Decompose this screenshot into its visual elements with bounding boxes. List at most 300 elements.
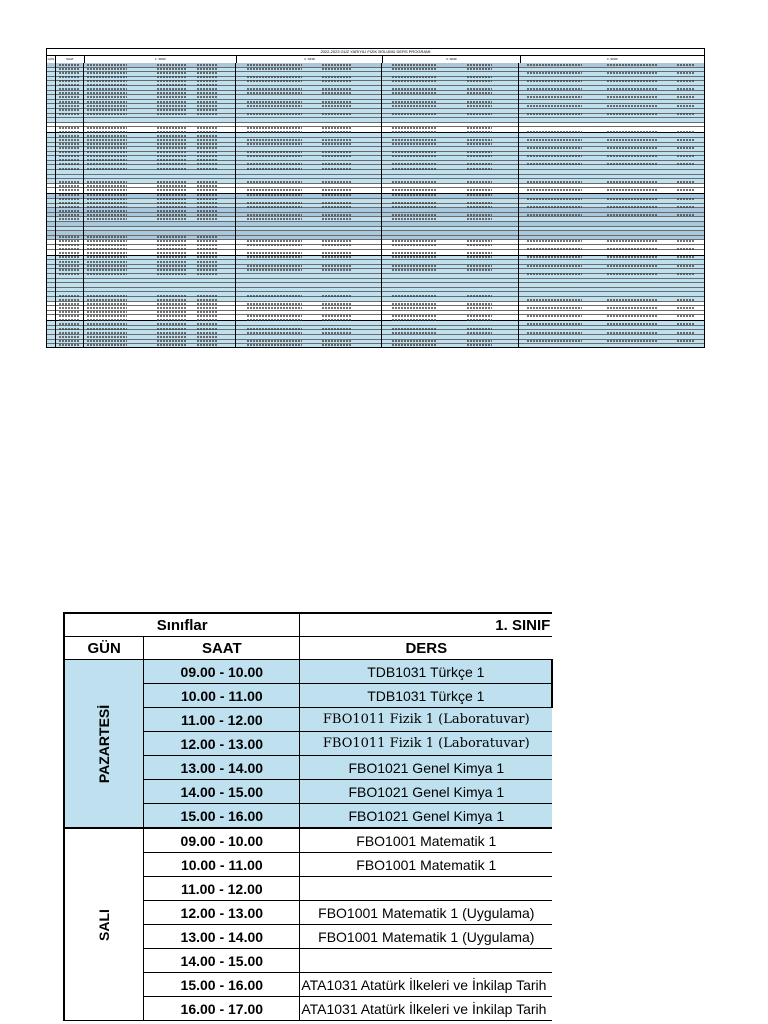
thumbnail-text bbox=[677, 214, 695, 216]
thumbnail-text bbox=[59, 269, 79, 271]
thumbnail-text bbox=[157, 261, 187, 263]
thumbnail-text bbox=[677, 131, 695, 133]
thumbnail-text bbox=[87, 240, 127, 242]
thumbnail-text bbox=[467, 244, 492, 246]
thumbnail-text bbox=[197, 210, 217, 212]
thumbnail-text bbox=[322, 328, 352, 330]
thumbnail-text bbox=[59, 240, 79, 242]
thumbnail-text bbox=[607, 96, 657, 98]
thumbnail-text bbox=[197, 319, 217, 321]
thumbnail-text bbox=[322, 206, 352, 208]
thumbnail-text bbox=[467, 127, 492, 129]
thumbnail-text bbox=[59, 101, 79, 103]
thumbnail-text bbox=[527, 315, 582, 317]
thumbnail-text bbox=[677, 315, 695, 317]
thumbnail-text bbox=[247, 214, 302, 216]
thumbnail-text bbox=[157, 299, 187, 301]
thumbnail-text bbox=[59, 163, 79, 165]
thumbnail-text bbox=[157, 328, 187, 330]
thumbnail-text bbox=[157, 311, 187, 313]
thumbnail-text bbox=[197, 198, 217, 200]
thumbnail-text bbox=[197, 261, 217, 263]
thumbnail-text bbox=[59, 147, 79, 149]
thumbnail-text bbox=[87, 248, 127, 250]
course-cell: FBO1001 Matematik 1 bbox=[300, 828, 553, 853]
thumbnail-text bbox=[467, 315, 492, 317]
thumbnail-text bbox=[392, 269, 437, 271]
thumbnail-text bbox=[467, 307, 492, 309]
thumbnail-text bbox=[197, 155, 217, 157]
thumbnail-text bbox=[322, 64, 352, 66]
day-column-header: GÜN bbox=[64, 637, 144, 660]
thumbnail-text bbox=[157, 127, 187, 129]
thumbnail-text bbox=[247, 163, 302, 165]
thumbnail-text bbox=[157, 256, 187, 258]
thumbnail-text bbox=[467, 113, 492, 115]
thumbnail-text bbox=[197, 236, 217, 238]
thumbnail-text bbox=[527, 113, 582, 115]
thumbnail-text bbox=[392, 256, 437, 258]
thumbnail-text bbox=[322, 265, 352, 267]
thumbnail-text bbox=[59, 202, 79, 204]
thumbnail-text bbox=[677, 332, 695, 334]
thumbnail-text bbox=[59, 307, 79, 309]
thumbnail-text bbox=[197, 105, 217, 107]
time-cell: 11.00 - 12.00 bbox=[144, 708, 300, 732]
thumbnail-text bbox=[87, 328, 127, 330]
thumbnail-text bbox=[197, 88, 217, 90]
thumbnail-text bbox=[157, 64, 187, 66]
thumbnail-text bbox=[607, 163, 657, 165]
thumbnail-text bbox=[607, 88, 657, 90]
thumbnail-text bbox=[59, 344, 79, 346]
thumbnail-text bbox=[467, 319, 492, 321]
thumbnail-text bbox=[677, 163, 695, 165]
thumbnail-text bbox=[247, 240, 302, 242]
thumbnail-text bbox=[197, 299, 217, 301]
thumbnail-text bbox=[87, 68, 127, 70]
thumbnail-text bbox=[59, 194, 79, 196]
thumbnail-text bbox=[392, 92, 437, 94]
thumbnail-text bbox=[87, 323, 127, 325]
thumbnail-text bbox=[467, 328, 492, 330]
thumbnail-text bbox=[467, 80, 492, 82]
thumbnail-text bbox=[607, 332, 657, 334]
course-column-header: DERS bbox=[300, 637, 553, 660]
thumbnail-text bbox=[87, 147, 127, 149]
thumbnail-text bbox=[157, 80, 187, 82]
thumbnail-text bbox=[157, 319, 187, 321]
thumbnail-text bbox=[157, 273, 187, 275]
thumbnail-text bbox=[157, 109, 187, 111]
thumbnail-text bbox=[87, 131, 127, 133]
time-cell: 14.00 - 15.00 bbox=[144, 780, 300, 804]
thumbnail-text bbox=[322, 113, 352, 115]
thumbnail-text bbox=[467, 218, 492, 220]
thumbnail-text bbox=[322, 155, 352, 157]
thumbnail-text bbox=[157, 135, 187, 137]
thumbnail-text bbox=[467, 105, 492, 107]
thumbnail-text bbox=[197, 323, 217, 325]
thumbnail-text bbox=[157, 202, 187, 204]
thumbnail-text bbox=[322, 92, 352, 94]
thumbnail-text bbox=[87, 218, 127, 220]
thumbnail-text bbox=[157, 105, 187, 107]
thumbnail-text bbox=[467, 194, 492, 196]
thumbnail-text bbox=[322, 181, 352, 183]
thumbnail-text bbox=[247, 131, 302, 133]
thumbnail-text bbox=[59, 151, 79, 153]
thumbnail-text bbox=[392, 344, 437, 346]
table-row bbox=[64, 660, 552, 684]
thumbnail-text bbox=[247, 68, 302, 70]
thumbnail-row bbox=[47, 344, 704, 348]
thumbnail-text bbox=[322, 68, 352, 70]
thumbnail-text bbox=[157, 236, 187, 238]
thumbnail-text bbox=[322, 127, 352, 129]
thumbnail-text bbox=[607, 248, 657, 250]
thumbnail-text bbox=[87, 76, 127, 78]
thumbnail-text bbox=[59, 135, 79, 137]
thumbnail-text bbox=[527, 80, 582, 82]
thumbnail-text bbox=[607, 155, 657, 157]
thumbnail-text bbox=[157, 76, 187, 78]
thumbnail-text bbox=[247, 80, 302, 82]
thumbnail-text bbox=[59, 206, 79, 208]
thumbnail-text bbox=[607, 105, 657, 107]
thumbnail-text bbox=[157, 252, 187, 254]
thumbnail-text bbox=[157, 96, 187, 98]
thumbnail-text bbox=[322, 168, 352, 170]
thumbnail-text bbox=[392, 88, 437, 90]
thumbnail-text bbox=[677, 248, 695, 250]
course-cell: ATA1031 Atatürk İlkeleri ve İnkilap Tarih bbox=[300, 973, 553, 997]
thumbnail-text bbox=[392, 181, 437, 183]
thumbnail-text bbox=[87, 236, 127, 238]
thumbnail-text bbox=[59, 315, 79, 317]
thumbnail-text bbox=[607, 72, 657, 74]
thumbnail-text bbox=[59, 244, 79, 246]
thumbnail-text bbox=[467, 265, 492, 267]
thumbnail-text bbox=[87, 92, 127, 94]
thumbnail-text bbox=[677, 198, 695, 200]
thumbnail-text bbox=[157, 194, 187, 196]
time-cell: 13.00 - 14.00 bbox=[144, 756, 300, 780]
thumbnail-text bbox=[677, 240, 695, 242]
thumbnail-text bbox=[677, 299, 695, 301]
thumbnail-text bbox=[87, 256, 127, 258]
thumbnail-text bbox=[607, 315, 657, 317]
thumbnail-text bbox=[197, 159, 217, 161]
thumbnail-text bbox=[87, 311, 127, 313]
thumbnail-text bbox=[197, 311, 217, 313]
thumbnail-text bbox=[607, 139, 657, 141]
thumbnail-text bbox=[197, 328, 217, 330]
thumbnail-text bbox=[392, 315, 437, 317]
thumbnail-column-divider bbox=[55, 63, 56, 347]
thumbnail-text bbox=[87, 88, 127, 90]
thumbnail-text bbox=[607, 265, 657, 267]
course-cell bbox=[300, 877, 553, 901]
thumbnail-text bbox=[87, 295, 127, 297]
course-cell: FBO1011 Fizik 1 (Laboratuvar) bbox=[300, 708, 553, 732]
thumbnail-text bbox=[467, 202, 492, 204]
thumbnail-text bbox=[607, 131, 657, 133]
thumbnail-text bbox=[392, 113, 437, 115]
thumbnail-text bbox=[87, 307, 127, 309]
thumbnail-text bbox=[59, 159, 79, 161]
time-cell: 11.00 - 12.00 bbox=[144, 877, 300, 901]
thumbnail-text bbox=[59, 96, 79, 98]
thumbnail-text bbox=[247, 127, 302, 129]
thumbnail-text bbox=[322, 340, 352, 342]
thumbnail-text bbox=[247, 181, 302, 183]
thumbnail-text bbox=[607, 181, 657, 183]
thumbnail-text bbox=[247, 315, 302, 317]
thumbnail-text bbox=[322, 295, 352, 297]
thumbnail-text bbox=[392, 303, 437, 305]
thumbnail-text bbox=[467, 252, 492, 254]
thumbnail-text bbox=[87, 151, 127, 153]
thumbnail-text bbox=[392, 76, 437, 78]
course-cell: FBO1001 Matematik 1 (Uygulama) bbox=[300, 901, 553, 925]
day-cell-monday bbox=[64, 660, 144, 829]
thumbnail-text bbox=[197, 131, 217, 133]
thumbnail-text bbox=[157, 307, 187, 309]
thumbnail-text bbox=[157, 159, 187, 161]
thumbnail-text bbox=[677, 273, 695, 275]
thumbnail-text bbox=[87, 163, 127, 165]
thumbnail-text bbox=[322, 194, 352, 196]
thumbnail-text bbox=[392, 143, 437, 145]
thumbnail-text bbox=[527, 340, 582, 342]
thumbnail-text bbox=[197, 189, 217, 191]
course-cell: ATA1031 Atatürk İlkeleri ve İnkilap Tarih bbox=[300, 997, 553, 1021]
thumbnail-text bbox=[322, 189, 352, 191]
thumbnail-text bbox=[467, 295, 492, 297]
thumbnail-text bbox=[247, 265, 302, 267]
thumbnail-text bbox=[322, 131, 352, 133]
thumbnail-text bbox=[247, 344, 302, 346]
thumb-col-day: GÜN bbox=[47, 57, 55, 61]
thumbnail-text bbox=[247, 256, 302, 258]
course-cell: FBO1011 Fizik 1 (Laboratuvar) bbox=[300, 732, 553, 756]
thumbnail-text bbox=[87, 244, 127, 246]
thumbnail-text bbox=[392, 307, 437, 309]
thumbnail-text bbox=[157, 151, 187, 153]
thumbnail-text bbox=[157, 131, 187, 133]
thumbnail-text bbox=[247, 244, 302, 246]
thumbnail-text bbox=[467, 256, 492, 258]
thumbnail-text bbox=[322, 218, 352, 220]
thumbnail-text bbox=[392, 64, 437, 66]
thumbnail-text bbox=[607, 340, 657, 342]
thumbnail-text bbox=[87, 198, 127, 200]
thumbnail-text bbox=[87, 189, 127, 191]
thumbnail-text bbox=[87, 194, 127, 196]
thumbnail-text bbox=[197, 181, 217, 183]
thumbnail-text bbox=[157, 336, 187, 338]
thumbnail-text bbox=[59, 340, 79, 342]
thumbnail-text bbox=[157, 155, 187, 157]
thumbnail-text bbox=[87, 185, 127, 187]
thumbnail-text bbox=[247, 319, 302, 321]
thumbnail-text bbox=[59, 252, 79, 254]
thumbnail-text bbox=[677, 88, 695, 90]
thumbnail-text bbox=[59, 168, 79, 170]
thumbnail-text bbox=[392, 189, 437, 191]
time-cell: 10.00 - 11.00 bbox=[144, 684, 300, 708]
thumbnail-text bbox=[157, 113, 187, 115]
thumbnail-text bbox=[607, 198, 657, 200]
thumb-col-year1: 1. SINIF bbox=[85, 56, 237, 63]
thumbnail-text bbox=[392, 163, 437, 165]
course-cell bbox=[300, 949, 553, 973]
thumbnail-text bbox=[157, 269, 187, 271]
thumbnail-text bbox=[59, 88, 79, 90]
thumbnail-text bbox=[197, 336, 217, 338]
thumbnail-text bbox=[87, 319, 127, 321]
thumbnail-text bbox=[157, 143, 187, 145]
course-cell: TDB1031 Türkçe 1 bbox=[300, 660, 553, 684]
thumbnail-text bbox=[59, 72, 79, 74]
thumbnail-text bbox=[467, 88, 492, 90]
thumbnail-text bbox=[197, 64, 217, 66]
thumbnail-text bbox=[59, 80, 79, 82]
thumbnail-text bbox=[59, 295, 79, 297]
thumbnail-text bbox=[59, 198, 79, 200]
thumbnail-text bbox=[677, 181, 695, 183]
thumbnail-text bbox=[247, 218, 302, 220]
thumbnail-text bbox=[157, 265, 187, 267]
thumb-col-year3: 3. SINIF bbox=[383, 56, 520, 63]
thumbnail-text bbox=[157, 248, 187, 250]
thumbnail-text bbox=[322, 319, 352, 321]
thumbnail-text bbox=[197, 151, 217, 153]
thumbnail-text bbox=[247, 105, 302, 107]
thumbnail-text bbox=[157, 240, 187, 242]
thumbnail-text bbox=[247, 340, 302, 342]
thumbnail-text bbox=[87, 72, 127, 74]
thumbnail-text bbox=[87, 202, 127, 204]
thumbnail-text bbox=[322, 101, 352, 103]
thumbnail-text bbox=[322, 163, 352, 165]
thumbnail-text bbox=[197, 202, 217, 204]
thumbnail-text bbox=[322, 256, 352, 258]
thumbnail-text bbox=[247, 113, 302, 115]
thumbnail-text bbox=[87, 214, 127, 216]
thumbnail-text bbox=[59, 92, 79, 94]
thumb-col-time: SAAT bbox=[56, 56, 85, 63]
thumbnail-text bbox=[392, 139, 437, 141]
thumbnail-text bbox=[607, 206, 657, 208]
thumbnail-text bbox=[59, 328, 79, 330]
thumbnail-text bbox=[527, 323, 582, 325]
thumbnail-text bbox=[467, 68, 492, 70]
thumbnail-text bbox=[467, 92, 492, 94]
thumbnail-text bbox=[392, 295, 437, 297]
thumbnail-text bbox=[247, 189, 302, 191]
thumbnail-text bbox=[59, 139, 79, 141]
thumbnail-text bbox=[197, 68, 217, 70]
thumbnail-text bbox=[87, 168, 127, 170]
thumbnail-text bbox=[247, 307, 302, 309]
thumbnail-text bbox=[197, 256, 217, 258]
thumbnail-text bbox=[322, 303, 352, 305]
thumbnail-grid bbox=[47, 63, 704, 347]
thumbnail-text bbox=[59, 185, 79, 187]
thumbnail-text bbox=[197, 113, 217, 115]
thumbnail-text bbox=[87, 113, 127, 115]
thumbnail-text bbox=[197, 269, 217, 271]
thumbnail-text bbox=[392, 265, 437, 267]
thumbnail-text bbox=[59, 273, 79, 275]
thumbnail-text bbox=[87, 159, 127, 161]
schedule-table bbox=[63, 612, 553, 1021]
thumbnail-text bbox=[87, 336, 127, 338]
thumbnail-text bbox=[527, 131, 582, 133]
thumbnail-text bbox=[527, 64, 582, 66]
thumbnail-text bbox=[59, 299, 79, 301]
thumbnail-text bbox=[197, 273, 217, 275]
thumbnail-text bbox=[527, 265, 582, 267]
thumbnail-text bbox=[677, 96, 695, 98]
thumbnail-text bbox=[157, 340, 187, 342]
thumbnail-text bbox=[392, 151, 437, 153]
thumbnail-text bbox=[197, 135, 217, 137]
thumbnail-text bbox=[59, 131, 79, 133]
thumbnail-text bbox=[59, 84, 79, 86]
thumbnail-text bbox=[59, 256, 79, 258]
thumbnail-text bbox=[322, 143, 352, 145]
thumbnail-text bbox=[59, 332, 79, 334]
thumbnail-text bbox=[197, 240, 217, 242]
thumbnail-text bbox=[247, 88, 302, 90]
time-cell: 10.00 - 11.00 bbox=[144, 853, 300, 877]
thumbnail-text bbox=[607, 64, 657, 66]
thumbnail-text bbox=[322, 88, 352, 90]
day-label-monday: PAZARTESİ bbox=[96, 704, 113, 783]
day-label-tuesday: SALI bbox=[96, 908, 113, 941]
thumbnail-text bbox=[157, 88, 187, 90]
thumbnail-text bbox=[677, 206, 695, 208]
time-cell: 15.00 - 16.00 bbox=[144, 973, 300, 997]
thumbnail-text bbox=[197, 92, 217, 94]
thumbnail-text bbox=[467, 303, 492, 305]
thumbnail-text bbox=[527, 307, 582, 309]
thumbnail-text bbox=[392, 105, 437, 107]
thumbnail-text bbox=[247, 168, 302, 170]
thumbnail-text bbox=[607, 299, 657, 301]
thumbnail-text bbox=[247, 194, 302, 196]
thumbnail-text bbox=[392, 101, 437, 103]
thumbnail-text bbox=[87, 80, 127, 82]
thumbnail-text bbox=[87, 101, 127, 103]
thumbnail-text bbox=[322, 151, 352, 153]
thumbnail-text bbox=[59, 113, 79, 115]
thumbnail-text bbox=[467, 139, 492, 141]
thumbnail-text bbox=[157, 84, 187, 86]
thumbnail-text bbox=[157, 198, 187, 200]
thumbnail-text bbox=[197, 206, 217, 208]
thumbnail-text bbox=[197, 76, 217, 78]
thumbnail-text bbox=[197, 265, 217, 267]
thumbnail-text bbox=[87, 135, 127, 137]
thumbnail-text bbox=[322, 252, 352, 254]
thumbnail-text bbox=[59, 261, 79, 263]
thumbnail-text bbox=[527, 155, 582, 157]
thumbnail-text bbox=[87, 210, 127, 212]
